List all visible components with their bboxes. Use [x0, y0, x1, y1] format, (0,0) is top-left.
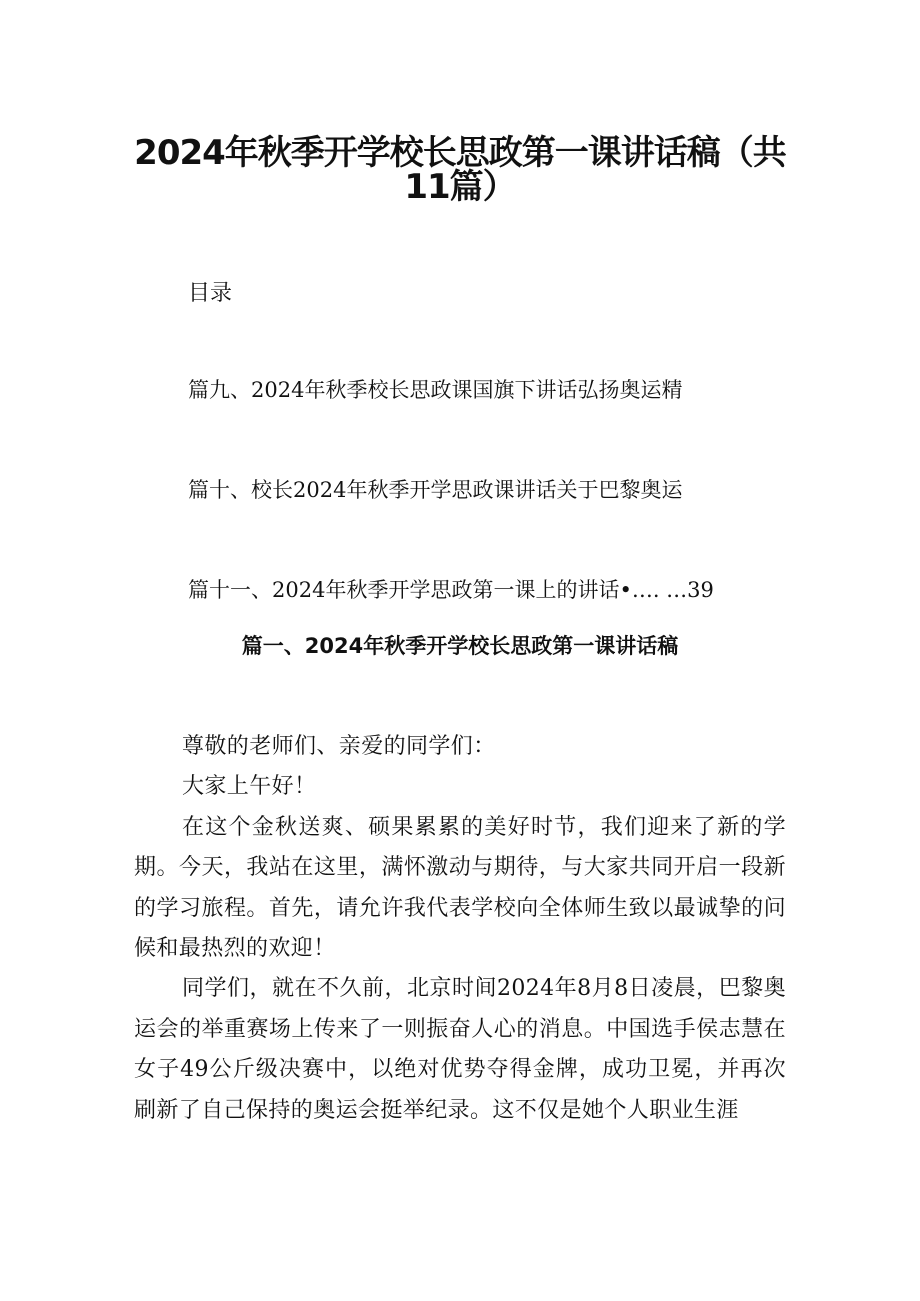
- toc-item-11: 篇十一、2024年秋季开学思政第一课上的讲话•…. …39: [188, 578, 714, 602]
- body-text: [134, 727, 786, 1131]
- salutation-paragraph: 尊敬的老师们、亲爱的同学们：: [182, 734, 496, 759]
- toc-item-9: 篇九、2024年秋季校长思政课国旗下讲话弘扬奥运精: [188, 378, 683, 402]
- toc-item-10: 篇十、校长2024年秋季开学思政课讲话关于巴黎奥运: [188, 478, 683, 502]
- document-title-line-1: 2024年秋季开学校长思政第一课讲话稿（共: [134, 133, 786, 173]
- greeting-paragraph: 大家上午好！: [182, 774, 317, 800]
- section-title: 篇一、2024年秋季开学校长思政第一课讲话稿: [241, 634, 679, 658]
- body-paragraph: 在这个金秋送爽、硕果累累的美好时节，我们迎来了新的学期。今天，我站在这里，满怀激动与期待，与大家共同开启一段新的学习旅程。首先，请允许我代表学校向全体师生致以最诚挚的问候和最热烈的欢迎！: [134, 814, 786, 962]
- body-paragraph: 同学们，就在不久前，北京时间2024年8月8日凌晨，巴黎奥运会的举重赛场上传来了一则振奋人心的消息。中国选手侯志慧在女子49公斤级决赛中，以绝对优势夺得金牌，成功卫冕，并再次刷新了自己保持的奥运会挺举纪录。这不仅是她个人职业生涯: [134, 976, 786, 1123]
- toc-heading: 目录: [188, 281, 233, 306]
- document-title-line-2: 11篇）: [404, 167, 516, 207]
